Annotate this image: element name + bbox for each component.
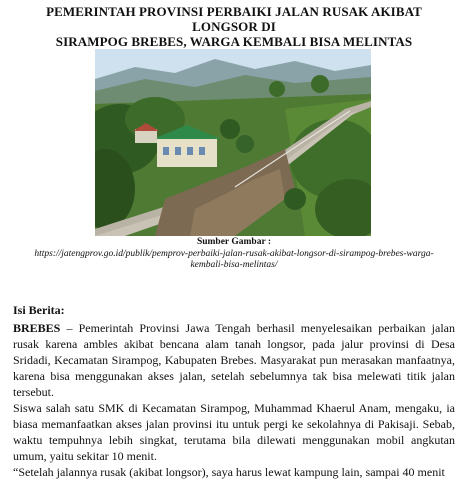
image-source-url-line-2: kembali-bisa-melintas/ (190, 260, 278, 270)
article-title (14, 4, 454, 49)
paragraph-3: “Setelah jalannya rusak (akibat longsor), saya harus lewat kampung lain, sampai 40 menit (13, 465, 445, 479)
article-photo (95, 49, 371, 236)
article-body (13, 320, 455, 480)
paragraph-1 (13, 320, 455, 400)
image-source-url-line-1: https://jatengprov.go.id/publik/pemprov-perbaiki-jalan-rusak-akibat-longsor-di-sirampog-brebes-warga- (34, 249, 434, 259)
section-heading: Isi Berita: (13, 303, 65, 317)
article-title-line-1: PEMERINTAH PROVINSI PERBAIKI JALAN RUSAK AKIBAT LONGSOR DI (46, 4, 422, 34)
image-source-url[interactable] (18, 249, 450, 271)
dateline: BREBES (13, 321, 61, 335)
paragraph-1-text: – Pemerintah Provinsi Jawa Tengah berhasil menyelesaikan perbaikan jalan rusak karena ambles akibat bencana alam tanah longsor, pada jalur provinsi di Desa Sridadi, Kecamatan Sirampog, Kabupaten Brebes. Masyarakat pun merasakan manfaatnya, karena bisa menggunakan akses jalan, setelah sebelumnya tak bisa melewati titik jalan tersebut. (13, 321, 455, 399)
paragraph-2: Siswa salah satu SMK di Kecamatan Sirampog, Muhammad Khaerul Anam, mengaku, ia biasa memanfaatkan akses jalan provinsi itu untuk pergi ke sekolahnya di Pakisaji. Sebab, waktu tempuhnya lebih singkat, terutama bila dilewati menggunakan mobil angkutan umum, yaitu sekitar 10 menit. (13, 401, 455, 463)
article-title-line-2: SIRAMPOG BREBES, WARGA KEMBALI BISA MELINTAS (55, 34, 413, 49)
image-source-label: Sumber Gambar : (196, 237, 272, 247)
